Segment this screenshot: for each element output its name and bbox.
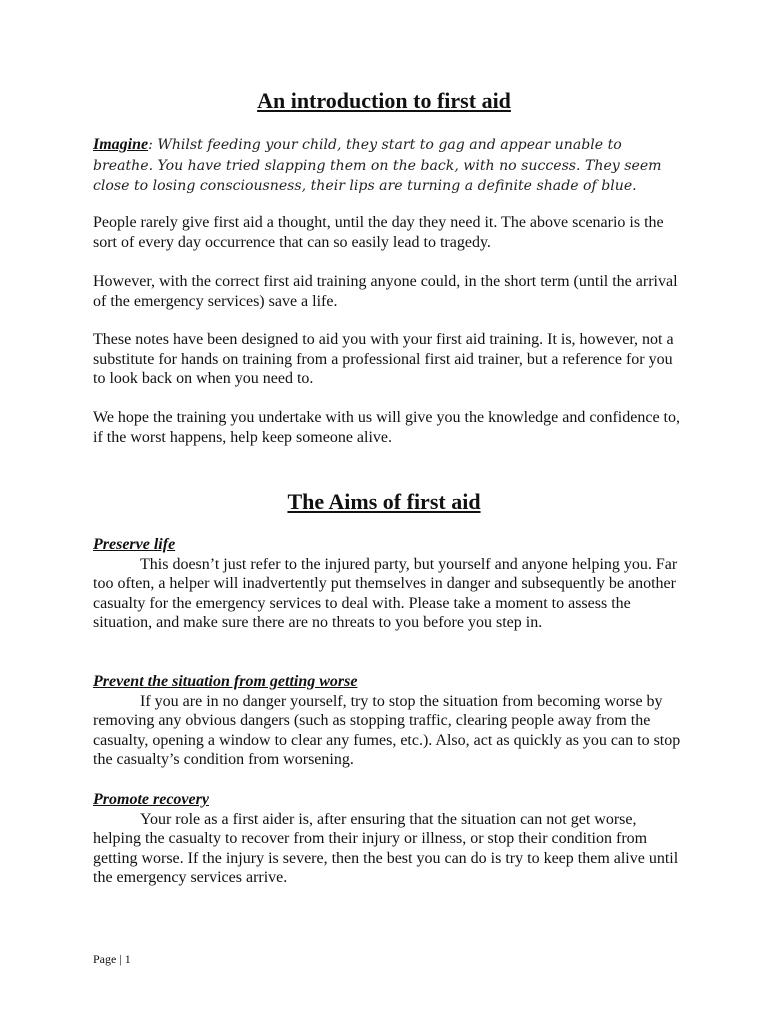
aim-section-prevent-worse [93, 672, 683, 770]
aim-heading: Prevent the situation from getting worse [93, 673, 358, 690]
aim-text: This doesn’t just refer to the injured party, but yourself and anyone helping you. Far too often, a helper will inadvertently put themselves in danger and subsequently be another casualty for the emergency services to deal with. Please take a moment to assess the situation, and make sure there are no threats to you before you step in. [93, 555, 678, 632]
imagine-lead: Imagine [93, 136, 149, 153]
aim-text: Your role as a first aider is, after ensuring that the situation can not get worse, helping the casualty to recover from their injury or illness, or stop their condition from getting worse. If the injury is severe, then the best you can do is try to keep them alive until the emergency services arrive. [93, 810, 679, 887]
intro-paragraph-4: We hope the training you undertake with us will give you the knowledge and confidence to, if the worst happens, help keep someone alive. [93, 409, 680, 446]
imagine-paragraph [93, 135, 683, 197]
intro-paragraph-1: People rarely give first aid a thought, until the day they need it. The above scenario is the sort of every day occurrence that can so easily lead to tragedy. [93, 214, 664, 251]
aims-title: The Aims of first aid [287, 489, 481, 514]
imagine-text: : Whilst feeding your child, they start to gag and appear unable to breathe. You have tried slapping them on the back, with no success. They seem close to losing consciousness, their lips are turning a definite shade of blue. [93, 137, 662, 195]
aim-text: If you are in no danger yourself, try to stop the situation from becoming worse by removing any obvious dangers (such as stopping traffic, clearing people away from the casualty, opening a window to clear any fumes, etc.). Also, act as quickly as you can to stop the casualty’s condition from worsening. [93, 692, 681, 769]
page-footer: Page | 1 [93, 952, 131, 966]
aim-heading: Promote recovery [93, 791, 209, 808]
intro-paragraph-3: These notes have been designed to aid you with your first aid training. It is, however, not a substitute for hands on training from a professional first aid trainer, but a reference for you to look back on when you need to. [93, 331, 674, 388]
page-title: An introduction to first aid [257, 88, 511, 113]
aim-section-preserve-life [93, 535, 683, 633]
intro-paragraph-2: However, with the correct first aid training anyone could, in the short term (until the arrival of the emergency services) save a life. [93, 273, 678, 310]
aim-heading: Preserve life [93, 536, 176, 553]
aim-section-promote-recovery [93, 790, 683, 888]
